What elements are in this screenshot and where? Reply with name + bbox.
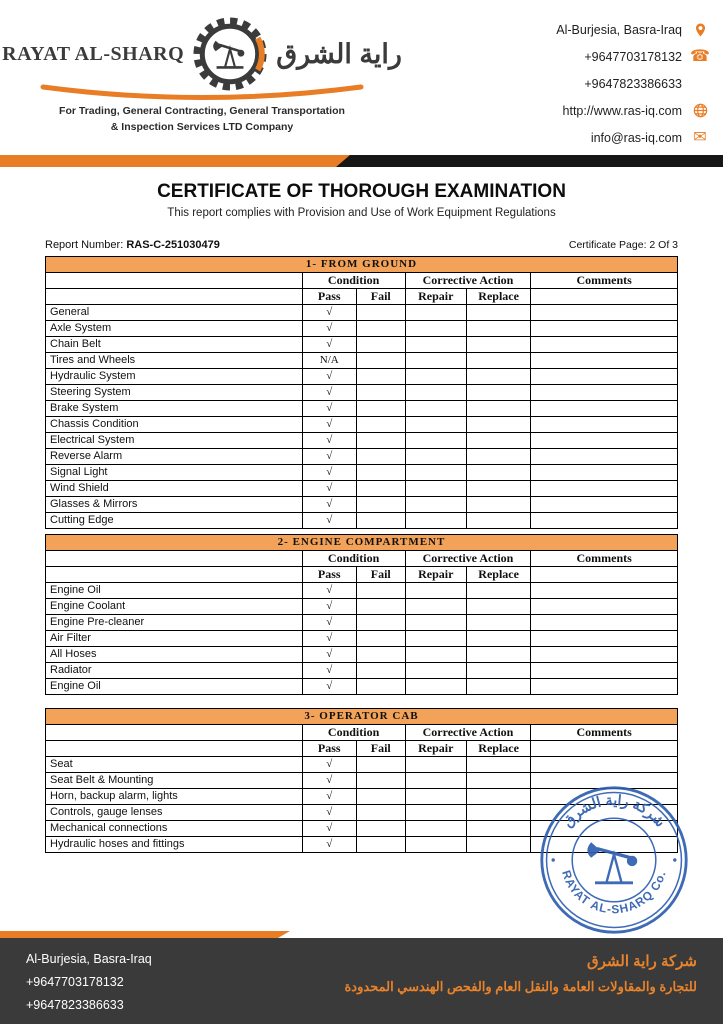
table-row [46, 401, 678, 417]
col-header-pass: Pass [302, 289, 356, 305]
comments-cell [531, 481, 678, 497]
comments-cell [531, 369, 678, 385]
company-name-english: RAYAT AL-SHARQ [2, 42, 185, 65]
repair-cell [405, 497, 466, 513]
col-header-comments: Comments [531, 273, 678, 289]
inspection-tables [45, 256, 678, 853]
fail-cell [356, 337, 405, 353]
item-label: Seat [46, 757, 303, 773]
table-row [46, 599, 678, 615]
item-label: Hydraulic System [46, 369, 303, 385]
comments-cell [531, 305, 678, 321]
fail-cell [356, 401, 405, 417]
blank-header-cell [46, 741, 303, 757]
report-info-line [45, 239, 678, 251]
pass-cell: √ [302, 433, 356, 449]
col-header-repair: Repair [405, 741, 466, 757]
contact-list [556, 10, 709, 151]
col-header-corrective-action: Corrective Action [405, 551, 531, 567]
repair-cell [405, 401, 466, 417]
fail-cell [356, 321, 405, 337]
table-row [46, 757, 678, 773]
repair-cell [405, 757, 466, 773]
item-label: Axle System [46, 321, 303, 337]
pass-cell: √ [302, 773, 356, 789]
col-header-replace: Replace [466, 289, 530, 305]
item-label: All Hoses [46, 647, 303, 663]
replace-cell [466, 449, 530, 465]
comments-cell [531, 631, 678, 647]
table-row [46, 497, 678, 513]
contact-phone-2 [556, 70, 709, 97]
item-label: Reverse Alarm [46, 449, 303, 465]
stamp-pumpjack-icon [588, 843, 637, 883]
header [0, 0, 723, 151]
contact-address [556, 16, 709, 43]
item-label: Signal Light [46, 465, 303, 481]
repair-cell [405, 369, 466, 385]
fail-cell [356, 805, 405, 821]
item-label: Brake System [46, 401, 303, 417]
table-row [46, 465, 678, 481]
contact-phone-1 [556, 43, 709, 70]
fail-cell [356, 789, 405, 805]
repair-cell [405, 433, 466, 449]
fail-cell [356, 757, 405, 773]
contact-phone1-text: +9647703178132 [584, 49, 682, 64]
replace-cell [466, 805, 530, 821]
item-label: Mechanical connections [46, 821, 303, 837]
fail-cell [356, 481, 405, 497]
section-2-table [45, 534, 678, 695]
fail-cell [356, 353, 405, 369]
col-header-repair: Repair [405, 289, 466, 305]
comments-cell [531, 647, 678, 663]
pass-cell: √ [302, 497, 356, 513]
pass-cell: √ [302, 417, 356, 433]
blank-header-cell [46, 551, 303, 567]
table-row [46, 369, 678, 385]
col-header-condition: Condition [302, 725, 405, 741]
item-label: Cutting Edge [46, 513, 303, 529]
item-label: Chassis Condition [46, 417, 303, 433]
pass-cell: √ [302, 305, 356, 321]
col-header-comments: Comments [531, 725, 678, 741]
repair-cell [405, 615, 466, 631]
comments-cell [531, 433, 678, 449]
table-row [46, 615, 678, 631]
pass-cell: √ [302, 599, 356, 615]
fail-cell [356, 385, 405, 401]
blank-header-cell [531, 567, 678, 583]
replace-cell [466, 583, 530, 599]
report-number [45, 239, 220, 251]
blank-header-cell [531, 741, 678, 757]
fail-cell [356, 305, 405, 321]
contact-email-text: info@ras-iq.com [590, 130, 682, 145]
pass-cell: √ [302, 321, 356, 337]
table-row [46, 417, 678, 433]
pass-cell: √ [302, 679, 356, 695]
divider-orange-accent [0, 155, 350, 167]
replace-cell [466, 417, 530, 433]
comments-cell [531, 385, 678, 401]
stamp-english-text: RAYAT AL-SHARQ Co. [559, 868, 669, 917]
replace-cell [466, 321, 530, 337]
fail-cell [356, 369, 405, 385]
item-label: General [46, 305, 303, 321]
comments-cell [531, 757, 678, 773]
contact-website-text: http://www.ras-iq.com [562, 103, 682, 118]
comments-cell [531, 449, 678, 465]
repair-cell [405, 481, 466, 497]
replace-cell [466, 679, 530, 695]
item-label: Wind Shield [46, 481, 303, 497]
item-label: Hydraulic hoses and fittings [46, 837, 303, 853]
email-icon: ✉ [693, 128, 707, 146]
comments-cell [531, 513, 678, 529]
contact-website [556, 97, 709, 124]
item-label: Radiator [46, 663, 303, 679]
table-row [46, 481, 678, 497]
repair-cell [405, 647, 466, 663]
pass-cell: √ [302, 821, 356, 837]
comments-cell [531, 599, 678, 615]
replace-cell [466, 663, 530, 679]
item-label: Horn, backup alarm, lights [46, 789, 303, 805]
section-title: 2- ENGINE COMPARTMENT [46, 535, 678, 551]
repair-cell [405, 805, 466, 821]
globe-icon [691, 103, 709, 118]
replace-cell [466, 773, 530, 789]
replace-cell [466, 353, 530, 369]
col-header-replace: Replace [466, 741, 530, 757]
col-header-condition: Condition [302, 273, 405, 289]
table-row [46, 513, 678, 529]
repair-cell [405, 305, 466, 321]
replace-cell [466, 481, 530, 497]
table-row [46, 631, 678, 647]
table-row [46, 583, 678, 599]
fail-cell [356, 773, 405, 789]
comments-cell [531, 497, 678, 513]
pass-cell: √ [302, 631, 356, 647]
gear-pumpjack-logo-icon [188, 12, 272, 96]
pass-cell: √ [302, 385, 356, 401]
item-label: Air Filter [46, 631, 303, 647]
item-label: Glasses & Mirrors [46, 497, 303, 513]
replace-cell [466, 433, 530, 449]
fail-cell [356, 821, 405, 837]
table-row [46, 679, 678, 695]
repair-cell [405, 417, 466, 433]
comments-cell [531, 417, 678, 433]
replace-cell [466, 599, 530, 615]
item-label: Seat Belt & Mounting [46, 773, 303, 789]
fail-cell [356, 497, 405, 513]
fail-cell [356, 615, 405, 631]
blank-header-cell [46, 273, 303, 289]
certificate-page-indicator: Certificate Page: 2 Of 3 [568, 239, 678, 251]
phone-icon: ☎ [690, 47, 710, 65]
table-row [46, 647, 678, 663]
page-footer [0, 938, 723, 1024]
comments-cell [531, 583, 678, 599]
location-pin-icon [691, 22, 709, 38]
footer-company-arabic: شركة راية الشرق [586, 953, 697, 970]
fail-cell [356, 837, 405, 853]
pass-cell: √ [302, 647, 356, 663]
col-header-repair: Repair [405, 567, 466, 583]
repair-cell [405, 583, 466, 599]
footer-description-arabic: للتجارة والمقاولات العامة والنقل العام والفحص الهندسي المحدودة [344, 979, 697, 994]
replace-cell [466, 401, 530, 417]
col-header-fail: Fail [356, 567, 405, 583]
replace-cell [466, 631, 530, 647]
section-title: 3- OPERATOR CAB [46, 709, 678, 725]
repair-cell [405, 631, 466, 647]
pass-cell: √ [302, 615, 356, 631]
repair-cell [405, 321, 466, 337]
replace-cell [466, 369, 530, 385]
fail-cell [356, 433, 405, 449]
fail-cell [356, 679, 405, 695]
col-header-fail: Fail [356, 289, 405, 305]
col-header-condition: Condition [302, 551, 405, 567]
footer-phone1: +9647703178132 [26, 975, 124, 990]
contact-address-text: Al-Burjesia, Basra-Iraq [556, 22, 682, 37]
pass-cell: √ [302, 837, 356, 853]
footer-arabic-block [345, 948, 698, 1024]
repair-cell [405, 837, 466, 853]
comments-cell [531, 663, 678, 679]
comments-cell [531, 465, 678, 481]
blank-header-cell [46, 567, 303, 583]
item-label: Engine Oil [46, 583, 303, 599]
comments-cell [531, 401, 678, 417]
repair-cell [405, 789, 466, 805]
replace-cell [466, 513, 530, 529]
table-row [46, 449, 678, 465]
item-label: Tires and Wheels [46, 353, 303, 369]
repair-cell [405, 821, 466, 837]
col-header-corrective-action: Corrective Action [405, 725, 531, 741]
repair-cell [405, 663, 466, 679]
col-header-corrective-action: Corrective Action [405, 273, 531, 289]
pass-cell: √ [302, 465, 356, 481]
fail-cell [356, 465, 405, 481]
table-row [46, 321, 678, 337]
footer-address: Al-Burjesia, Basra-Iraq [26, 952, 152, 966]
replace-cell [466, 821, 530, 837]
contact-phone2-text: +9647823386633 [584, 76, 682, 91]
replace-cell [466, 757, 530, 773]
col-header-comments: Comments [531, 551, 678, 567]
company-name-arabic: راية الشرق [276, 38, 402, 69]
pass-cell: √ [302, 449, 356, 465]
blank-header-cell [531, 289, 678, 305]
header-divider-bar [0, 155, 723, 167]
repair-cell [405, 465, 466, 481]
pass-cell: √ [302, 583, 356, 599]
repair-cell [405, 513, 466, 529]
fail-cell [356, 513, 405, 529]
fail-cell [356, 583, 405, 599]
item-label: Controls, gauge lenses [46, 805, 303, 821]
item-label: Chain Belt [46, 337, 303, 353]
comments-cell [531, 337, 678, 353]
pass-cell: √ [302, 805, 356, 821]
table-row [46, 337, 678, 353]
table-row [46, 663, 678, 679]
comments-cell [531, 615, 678, 631]
blank-header-cell [46, 725, 303, 741]
blank-header-cell [46, 289, 303, 305]
pass-cell: √ [302, 757, 356, 773]
replace-cell [466, 337, 530, 353]
contact-email [556, 124, 709, 151]
table-row [46, 433, 678, 449]
repair-cell [405, 337, 466, 353]
page-title: CERTIFICATE OF THOROUGH EXAMINATION [157, 181, 566, 202]
footer-phone2: +9647823386633 [26, 998, 124, 1013]
tagline-line2: & Inspection Services LTD Company [110, 120, 294, 133]
company-stamp [538, 784, 690, 936]
item-label: Steering System [46, 385, 303, 401]
col-header-fail: Fail [356, 741, 405, 757]
replace-cell [466, 789, 530, 805]
replace-cell [466, 465, 530, 481]
tagline-line1: For Trading, General Contracting, General Transportation [59, 105, 345, 117]
item-label: Engine Oil [46, 679, 303, 695]
section-title: 1- FROM GROUND [46, 257, 678, 273]
replace-cell [466, 385, 530, 401]
table-row [46, 385, 678, 401]
comments-cell [531, 679, 678, 695]
footer-contact-block [26, 948, 152, 1024]
pass-cell: √ [302, 401, 356, 417]
col-header-replace: Replace [466, 567, 530, 583]
repair-cell [405, 599, 466, 615]
replace-cell [466, 647, 530, 663]
item-label: Engine Pre-cleaner [46, 615, 303, 631]
fail-cell [356, 599, 405, 615]
company-logo [2, 10, 402, 151]
repair-cell [405, 449, 466, 465]
pass-cell: √ [302, 369, 356, 385]
table-row [46, 305, 678, 321]
pass-cell: √ [302, 337, 356, 353]
fail-cell [356, 663, 405, 679]
company-tagline [26, 104, 378, 136]
report-number-value: RAS-C-251030479 [126, 239, 220, 251]
pass-cell: N/A [302, 353, 356, 369]
pass-cell: √ [302, 513, 356, 529]
fail-cell [356, 631, 405, 647]
stamp-arabic-text: شركة راية الشرق [559, 792, 669, 831]
item-label: Electrical System [46, 433, 303, 449]
section-1-table [45, 256, 678, 529]
comments-cell [531, 353, 678, 369]
replace-cell [466, 615, 530, 631]
replace-cell [466, 497, 530, 513]
col-header-pass: Pass [302, 567, 356, 583]
report-number-label: Report Number: [45, 239, 124, 251]
page-subtitle: This report complies with Provision and Use of Work Equipment Regulations [167, 207, 556, 219]
item-label: Engine Coolant [46, 599, 303, 615]
repair-cell [405, 385, 466, 401]
fail-cell [356, 417, 405, 433]
table-row [46, 353, 678, 369]
col-header-pass: Pass [302, 741, 356, 757]
repair-cell [405, 679, 466, 695]
replace-cell [466, 305, 530, 321]
pass-cell: √ [302, 663, 356, 679]
comments-cell [531, 321, 678, 337]
replace-cell [466, 837, 530, 853]
repair-cell [405, 353, 466, 369]
fail-cell [356, 647, 405, 663]
fail-cell [356, 449, 405, 465]
pass-cell: √ [302, 481, 356, 497]
pass-cell: √ [302, 789, 356, 805]
repair-cell [405, 773, 466, 789]
